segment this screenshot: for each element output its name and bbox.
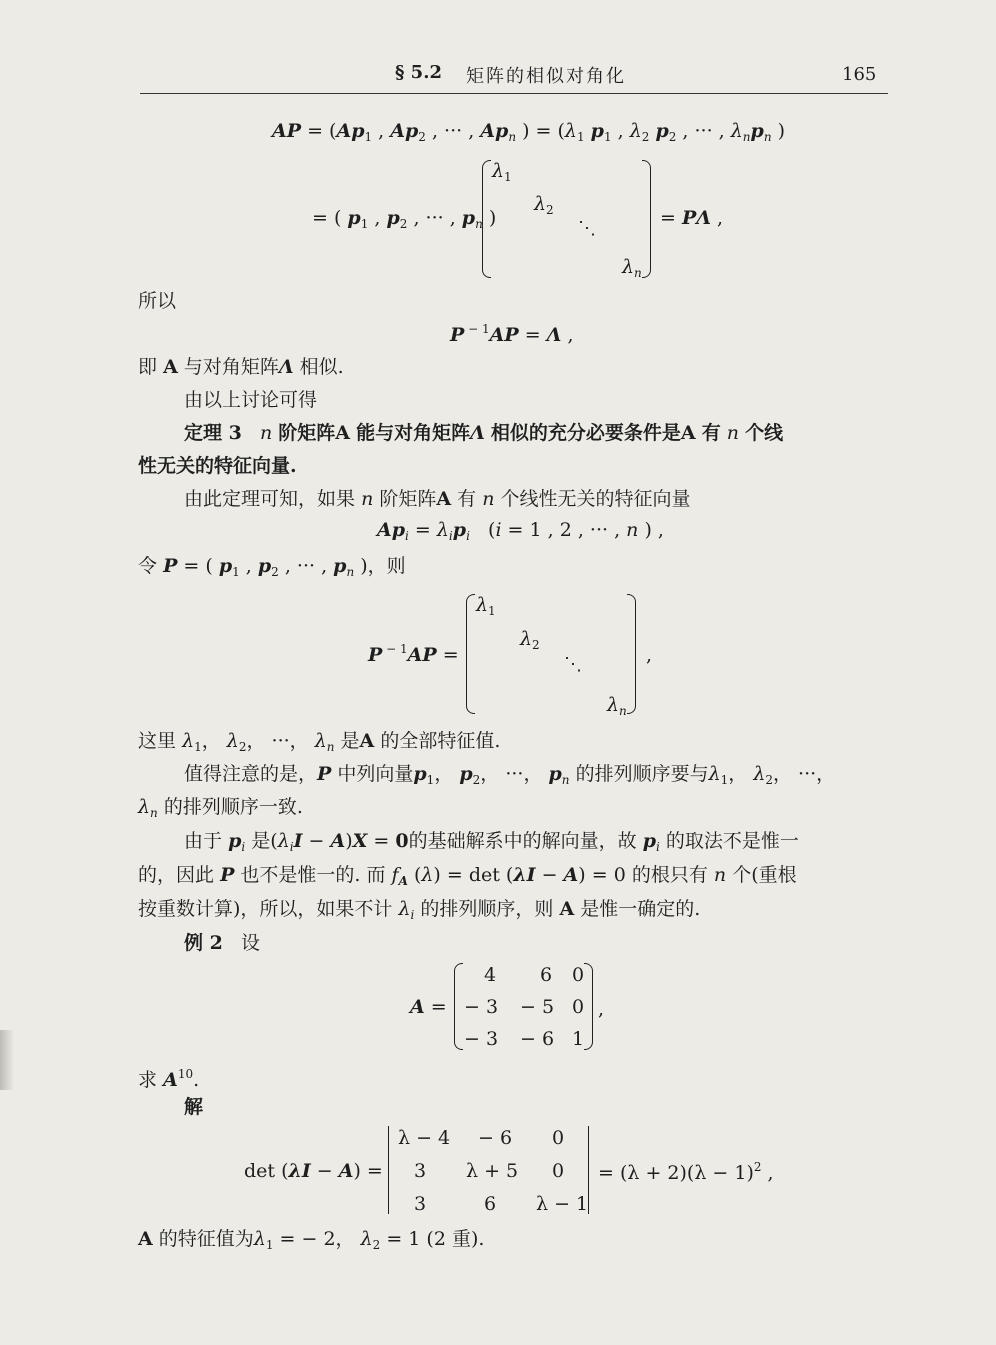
line-zheli: 这里 $\lambda_1$， $\lambda_2$， ···， $\lambda_n$ 是A 的全部特征值.: [138, 730, 501, 754]
solution-label: 解: [184, 1096, 204, 1118]
line-zhide-2: $\lambda_n$ 的排列顺序一致.: [138, 796, 303, 820]
matrix-a-entry: − 6: [520, 1028, 555, 1050]
equation-similarity: P $^{- 1}$AP = Λ ,: [450, 322, 574, 346]
line-ling: 令 P = ( $p_1$ , $p_2$ , ··· , $p_n$ )，则: [138, 555, 406, 579]
equation-ap: AP = ($Ap_1$ , $Ap_2$ , ··· , $Ap_n$ ) = ($\lambda_1$ $p_1$ , $\lambda_2$ $p_2$ , ··· , $\lambda_np_n$ ): [272, 120, 786, 144]
line-youci: 由此定理可知，如果 n 阶矩阵A 有 n 个线性无关的特征向量: [184, 488, 691, 510]
det-result: = $(\lambda + 2)(\lambda - 1)^2$ ,: [598, 1160, 774, 1184]
matrix-entry: $\lambda_2$: [534, 193, 554, 217]
matrix-entry: $\lambda_1$: [476, 594, 496, 618]
matrix-right-bracket: [584, 963, 593, 1050]
det-entry: λ + 5: [466, 1160, 519, 1182]
matrix-a-entry: 1: [572, 1028, 585, 1050]
matrix-a-entry: 0: [572, 996, 585, 1018]
det-entry: 3: [414, 1193, 427, 1215]
example-2: 例 2 设: [184, 932, 260, 954]
det-entry: 0: [552, 1127, 565, 1149]
section-number: § 5.2: [395, 62, 442, 83]
det-right-bar: [588, 1126, 589, 1214]
scan-edge-shadow: [0, 1030, 14, 1090]
line-eigenvalues: A 的特征值为$\lambda_1$ = − 2， $\lambda_2 = 1$ (2 重).: [138, 1228, 485, 1252]
det-entry: − 6: [478, 1127, 513, 1149]
section-title: 矩阵的相似对角化: [466, 66, 626, 87]
text-suoyi: 所以: [138, 290, 177, 312]
det-entry: λ − 4: [398, 1127, 451, 1149]
equation-p-lambda: = PΛ ,: [660, 207, 724, 229]
matrix-entry: $\lambda_n$: [607, 694, 627, 718]
matrix-a-entry: − 5: [520, 996, 555, 1018]
det-label: det (λI − A) =: [244, 1160, 383, 1182]
equation-eigen: $Ap_i = \lambda_ip_i$ (i = 1 , 2 , ··· , n ) ,: [377, 519, 664, 543]
line-qiu: 求 $A^{10}$.: [138, 1067, 200, 1091]
det-left-bar: [388, 1126, 389, 1214]
matrix-a-entry: 0: [572, 964, 585, 986]
matrix-entry: $\lambda_n$: [622, 256, 642, 280]
matrix-right-bracket: [627, 594, 636, 714]
theorem-3: 定理 3 n 阶矩阵A 能与对角矩阵Λ 相似的充分必要条件是A 有 n 个线: [184, 422, 784, 444]
matrix-left-bracket: [482, 160, 491, 278]
line-de: 的，因此 P 也不是惟一的. 而 $f_A$ (λ) = det (λI − A) = 0 的根只有 n 个(重根: [138, 864, 797, 888]
det-entry: λ − 1: [536, 1193, 589, 1215]
matrix-a-entry: 6: [540, 964, 553, 986]
matrix-left-bracket: [466, 594, 475, 714]
diagonal-dots: ⋱: [564, 654, 582, 675]
line-youyi: 由以上讨论可得: [184, 389, 318, 411]
matrix-entry: $\lambda_1$: [492, 160, 512, 184]
det-entry: 0: [552, 1160, 565, 1182]
diagonal-dots: ⋱: [578, 218, 596, 239]
page-number: 165: [842, 64, 877, 85]
matrix-a-entry: − 3: [464, 1028, 499, 1050]
det-entry: 6: [484, 1193, 497, 1215]
comma: ,: [598, 998, 605, 1020]
matrix-a-label: A =: [410, 996, 447, 1018]
matrix-entry: $\lambda_2$: [520, 628, 540, 652]
header-rule: [140, 93, 888, 94]
matrix-a-entry: 4: [484, 964, 497, 986]
theorem-3-line2: 性无关的特征向量.: [138, 455, 297, 477]
equation-diag: P $^{- 1}$AP =: [368, 642, 459, 666]
matrix-left-bracket: [454, 963, 463, 1050]
det-entry: 3: [414, 1160, 427, 1182]
line-anzhong: 按重数计算)，所以，如果不计 $\lambda_i$ 的排列顺序，则 A 是惟一确定的.: [138, 898, 701, 922]
matrix-a-entry: − 3: [464, 996, 499, 1018]
line-ji: 即 A 与对角矩阵Λ 相似.: [138, 356, 344, 378]
matrix-right-bracket: [642, 160, 651, 278]
equation-p-row: = ( $p_1$ , $p_2$ , ··· , $p_n$ ): [312, 207, 497, 231]
comma: ,: [646, 644, 653, 666]
line-youyu: 由于 $p_i$ 是$(\lambda_iI - A)X = 0$的基础解系中的解向量，故 $p_i$ 的取法不是惟一: [184, 830, 799, 854]
line-zhide: 值得注意的是，P 中列向量$p_1$， $p_2$， ···， $p_n$ 的排列顺序要与$\lambda_1$， $\lambda_2$， ···，: [184, 763, 836, 787]
